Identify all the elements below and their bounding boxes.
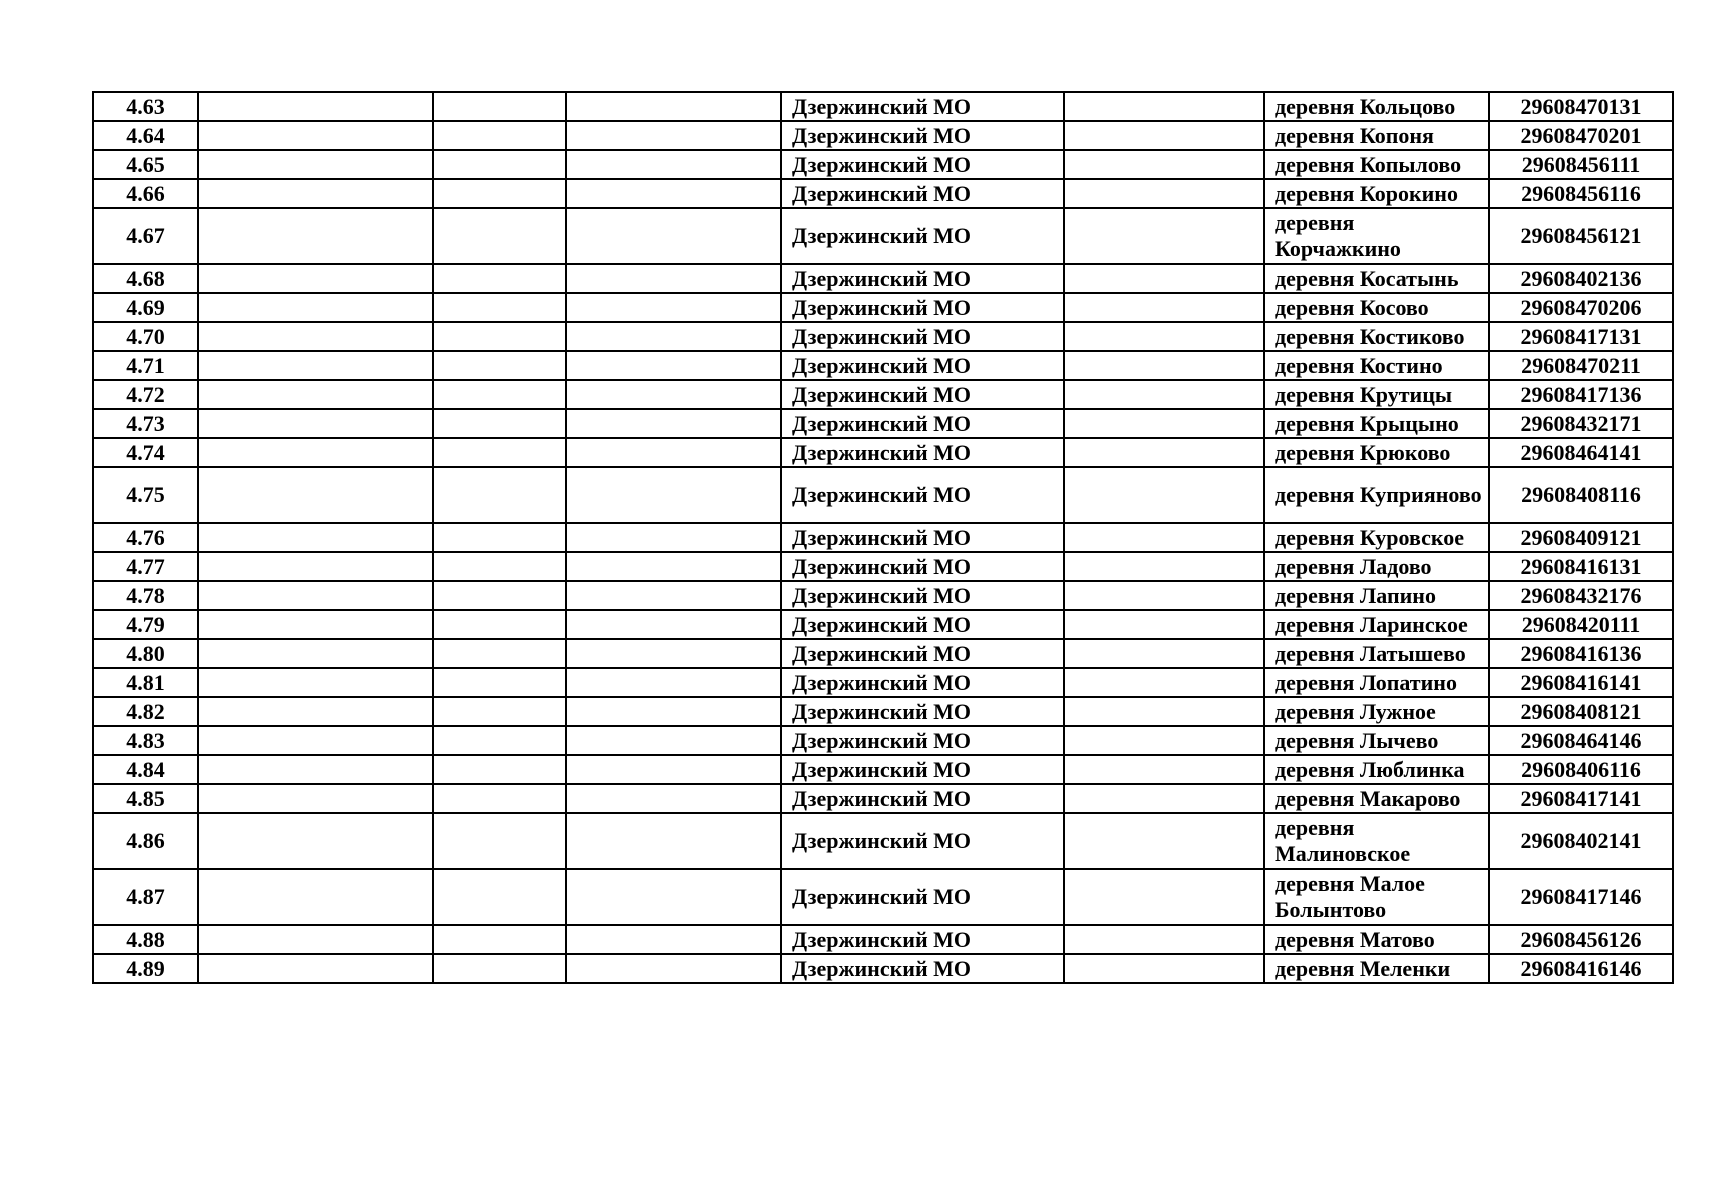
empty-cell (1064, 208, 1264, 264)
empty-cell (198, 755, 433, 784)
row-number-cell: 4.80 (93, 639, 198, 668)
row-number-cell: 4.75 (93, 467, 198, 523)
empty-cell (566, 697, 781, 726)
empty-cell (1064, 380, 1264, 409)
municipality-cell: Дзержинский МО (781, 954, 1064, 983)
table-row (93, 92, 1673, 121)
empty-cell (566, 813, 781, 869)
table-row (93, 351, 1673, 380)
empty-cell (566, 726, 781, 755)
empty-cell (433, 697, 566, 726)
table-row (93, 467, 1673, 523)
empty-cell (433, 293, 566, 322)
settlement-cell: деревня Крутицы (1264, 380, 1489, 409)
settlement-cell: деревня Лопатино (1264, 668, 1489, 697)
table-row (93, 668, 1673, 697)
municipality-cell: Дзержинский МО (781, 523, 1064, 552)
empty-cell (1064, 610, 1264, 639)
table-row (93, 925, 1673, 954)
empty-cell (566, 92, 781, 121)
table-row (93, 523, 1673, 552)
settlement-cell: деревня Костиково (1264, 322, 1489, 351)
empty-cell (566, 869, 781, 925)
empty-cell (198, 150, 433, 179)
empty-cell (433, 610, 566, 639)
table-row (93, 409, 1673, 438)
empty-cell (433, 668, 566, 697)
empty-cell (198, 409, 433, 438)
empty-cell (433, 150, 566, 179)
settlements-table (92, 91, 1674, 984)
empty-cell (198, 581, 433, 610)
municipality-cell: Дзержинский МО (781, 322, 1064, 351)
oktmo-code-cell: 29608470201 (1489, 121, 1673, 150)
oktmo-code-cell: 29608456111 (1489, 150, 1673, 179)
empty-cell (433, 755, 566, 784)
empty-cell (198, 380, 433, 409)
row-number-cell: 4.72 (93, 380, 198, 409)
municipality-cell: Дзержинский МО (781, 264, 1064, 293)
empty-cell (1064, 954, 1264, 983)
table-row (93, 293, 1673, 322)
empty-cell (433, 322, 566, 351)
settlement-cell: деревня Копоня (1264, 121, 1489, 150)
settlement-cell: деревня Копылово (1264, 150, 1489, 179)
municipality-cell: Дзержинский МО (781, 438, 1064, 467)
empty-cell (198, 322, 433, 351)
empty-cell (433, 380, 566, 409)
table-row (93, 869, 1673, 925)
oktmo-code-cell: 29608464146 (1489, 726, 1673, 755)
settlement-cell: деревня Куровское (1264, 523, 1489, 552)
municipality-cell: Дзержинский МО (781, 925, 1064, 954)
table-row (93, 581, 1673, 610)
empty-cell (198, 121, 433, 150)
oktmo-code-cell: 29608417146 (1489, 869, 1673, 925)
settlement-cell: деревня Кольцово (1264, 92, 1489, 121)
municipality-cell: Дзержинский МО (781, 784, 1064, 813)
empty-cell (566, 610, 781, 639)
oktmo-code-cell: 29608432176 (1489, 581, 1673, 610)
oktmo-code-cell: 29608464141 (1489, 438, 1673, 467)
empty-cell (566, 150, 781, 179)
oktmo-code-cell: 29608456116 (1489, 179, 1673, 208)
row-number-cell: 4.84 (93, 755, 198, 784)
table-row (93, 438, 1673, 467)
municipality-cell: Дзержинский МО (781, 726, 1064, 755)
empty-cell (566, 581, 781, 610)
empty-cell (1064, 467, 1264, 523)
oktmo-code-cell: 29608417131 (1489, 322, 1673, 351)
table-row (93, 264, 1673, 293)
empty-cell (198, 697, 433, 726)
municipality-cell: Дзержинский МО (781, 610, 1064, 639)
empty-cell (433, 726, 566, 755)
row-number-cell: 4.83 (93, 726, 198, 755)
municipality-cell: Дзержинский МО (781, 92, 1064, 121)
empty-cell (1064, 438, 1264, 467)
empty-cell (1064, 409, 1264, 438)
table-row (93, 813, 1673, 869)
table-row (93, 208, 1673, 264)
empty-cell (566, 293, 781, 322)
empty-cell (566, 179, 781, 208)
oktmo-code-cell: 29608417136 (1489, 380, 1673, 409)
empty-cell (433, 121, 566, 150)
settlement-cell: деревня Ларинское (1264, 610, 1489, 639)
empty-cell (1064, 121, 1264, 150)
settlement-cell: деревня Малое Болынтово (1264, 869, 1489, 925)
empty-cell (566, 755, 781, 784)
empty-cell (566, 467, 781, 523)
settlement-cell: деревня Макарово (1264, 784, 1489, 813)
empty-cell (566, 523, 781, 552)
row-number-cell: 4.71 (93, 351, 198, 380)
empty-cell (198, 179, 433, 208)
table-row (93, 784, 1673, 813)
empty-cell (433, 409, 566, 438)
empty-cell (198, 784, 433, 813)
municipality-cell: Дзержинский МО (781, 351, 1064, 380)
settlement-cell: деревня Латышево (1264, 639, 1489, 668)
row-number-cell: 4.88 (93, 925, 198, 954)
oktmo-code-cell: 29608416141 (1489, 668, 1673, 697)
settlement-cell: деревня Лычево (1264, 726, 1489, 755)
row-number-cell: 4.69 (93, 293, 198, 322)
row-number-cell: 4.87 (93, 869, 198, 925)
settlement-cell: деревня Лапино (1264, 581, 1489, 610)
table-row (93, 726, 1673, 755)
oktmo-code-cell: 29608432171 (1489, 409, 1673, 438)
empty-cell (1064, 697, 1264, 726)
oktmo-code-cell: 29608456126 (1489, 925, 1673, 954)
empty-cell (1064, 581, 1264, 610)
table-row (93, 755, 1673, 784)
empty-cell (433, 552, 566, 581)
row-number-cell: 4.81 (93, 668, 198, 697)
empty-cell (433, 869, 566, 925)
empty-cell (198, 552, 433, 581)
empty-cell (566, 264, 781, 293)
settlement-cell: деревня Крыцыно (1264, 409, 1489, 438)
settlement-cell: деревня Ладово (1264, 552, 1489, 581)
empty-cell (198, 523, 433, 552)
empty-cell (433, 264, 566, 293)
empty-cell (433, 438, 566, 467)
oktmo-code-cell: 29608408121 (1489, 697, 1673, 726)
municipality-cell: Дзержинский МО (781, 121, 1064, 150)
row-number-cell: 4.68 (93, 264, 198, 293)
settlement-cell: деревня Люблинка (1264, 755, 1489, 784)
row-number-cell: 4.78 (93, 581, 198, 610)
empty-cell (433, 639, 566, 668)
empty-cell (566, 668, 781, 697)
municipality-cell: Дзержинский МО (781, 179, 1064, 208)
empty-cell (433, 954, 566, 983)
table-row (93, 954, 1673, 983)
row-number-cell: 4.79 (93, 610, 198, 639)
empty-cell (566, 639, 781, 668)
empty-cell (433, 467, 566, 523)
empty-cell (198, 954, 433, 983)
row-number-cell: 4.76 (93, 523, 198, 552)
municipality-cell: Дзержинский МО (781, 813, 1064, 869)
empty-cell (566, 438, 781, 467)
empty-cell (566, 380, 781, 409)
municipality-cell: Дзержинский МО (781, 208, 1064, 264)
empty-cell (198, 813, 433, 869)
empty-cell (198, 92, 433, 121)
municipality-cell: Дзержинский МО (781, 639, 1064, 668)
municipality-cell: Дзержинский МО (781, 409, 1064, 438)
row-number-cell: 4.77 (93, 552, 198, 581)
empty-cell (198, 293, 433, 322)
row-number-cell: 4.70 (93, 322, 198, 351)
empty-cell (198, 925, 433, 954)
empty-cell (1064, 150, 1264, 179)
oktmo-code-cell: 29608408116 (1489, 467, 1673, 523)
settlement-cell: деревня Косово (1264, 293, 1489, 322)
empty-cell (1064, 869, 1264, 925)
oktmo-code-cell: 29608417141 (1489, 784, 1673, 813)
settlement-cell: деревня Крюково (1264, 438, 1489, 467)
empty-cell (433, 925, 566, 954)
empty-cell (433, 581, 566, 610)
oktmo-code-cell: 29608402141 (1489, 813, 1673, 869)
settlement-cell: деревня Косатынь (1264, 264, 1489, 293)
empty-cell (198, 639, 433, 668)
row-number-cell: 4.64 (93, 121, 198, 150)
empty-cell (433, 179, 566, 208)
oktmo-code-cell: 29608456121 (1489, 208, 1673, 264)
empty-cell (198, 668, 433, 697)
empty-cell (566, 121, 781, 150)
empty-cell (1064, 668, 1264, 697)
empty-cell (1064, 925, 1264, 954)
municipality-cell: Дзержинский МО (781, 869, 1064, 925)
empty-cell (566, 208, 781, 264)
empty-cell (1064, 351, 1264, 380)
settlement-cell: деревня Меленки (1264, 954, 1489, 983)
table-row (93, 150, 1673, 179)
table-row (93, 380, 1673, 409)
settlement-cell: деревня Матово (1264, 925, 1489, 954)
empty-cell (433, 351, 566, 380)
empty-cell (566, 925, 781, 954)
empty-cell (1064, 92, 1264, 121)
table-row (93, 697, 1673, 726)
row-number-cell: 4.65 (93, 150, 198, 179)
oktmo-code-cell: 29608409121 (1489, 523, 1673, 552)
empty-cell (566, 409, 781, 438)
empty-cell (1064, 523, 1264, 552)
oktmo-code-cell: 29608416146 (1489, 954, 1673, 983)
municipality-cell: Дзержинский МО (781, 755, 1064, 784)
municipality-cell: Дзержинский МО (781, 552, 1064, 581)
empty-cell (1064, 293, 1264, 322)
empty-cell (198, 726, 433, 755)
empty-cell (198, 869, 433, 925)
municipality-cell: Дзержинский МО (781, 293, 1064, 322)
oktmo-code-cell: 29608416131 (1489, 552, 1673, 581)
row-number-cell: 4.82 (93, 697, 198, 726)
row-number-cell: 4.85 (93, 784, 198, 813)
row-number-cell: 4.73 (93, 409, 198, 438)
empty-cell (566, 322, 781, 351)
row-number-cell: 4.86 (93, 813, 198, 869)
municipality-cell: Дзержинский МО (781, 150, 1064, 179)
table-row (93, 179, 1673, 208)
table-row (93, 639, 1673, 668)
table-row (93, 121, 1673, 150)
municipality-cell: Дзержинский МО (781, 697, 1064, 726)
settlement-cell: деревня Корокино (1264, 179, 1489, 208)
settlement-cell: деревня Лужное (1264, 697, 1489, 726)
empty-cell (198, 438, 433, 467)
municipality-cell: Дзержинский МО (781, 467, 1064, 523)
oktmo-code-cell: 29608470211 (1489, 351, 1673, 380)
municipality-cell: Дзержинский МО (781, 581, 1064, 610)
empty-cell (566, 552, 781, 581)
settlement-cell: деревня Корчажкино (1264, 208, 1489, 264)
settlement-cell: деревня Костино (1264, 351, 1489, 380)
empty-cell (1064, 264, 1264, 293)
oktmo-code-cell: 29608416136 (1489, 639, 1673, 668)
empty-cell (1064, 755, 1264, 784)
municipality-cell: Дзержинский МО (781, 668, 1064, 697)
empty-cell (1064, 813, 1264, 869)
empty-cell (198, 351, 433, 380)
row-number-cell: 4.66 (93, 179, 198, 208)
row-number-cell: 4.89 (93, 954, 198, 983)
empty-cell (198, 467, 433, 523)
empty-cell (566, 784, 781, 813)
empty-cell (198, 610, 433, 639)
row-number-cell: 4.63 (93, 92, 198, 121)
empty-cell (433, 784, 566, 813)
empty-cell (433, 92, 566, 121)
empty-cell (1064, 726, 1264, 755)
oktmo-code-cell: 29608402136 (1489, 264, 1673, 293)
table-row (93, 552, 1673, 581)
empty-cell (433, 523, 566, 552)
empty-cell (566, 351, 781, 380)
oktmo-code-cell: 29608420111 (1489, 610, 1673, 639)
settlement-cell: деревня Куприяново (1264, 467, 1489, 523)
empty-cell (198, 208, 433, 264)
oktmo-code-cell: 29608470131 (1489, 92, 1673, 121)
empty-cell (1064, 179, 1264, 208)
row-number-cell: 4.67 (93, 208, 198, 264)
empty-cell (198, 264, 433, 293)
row-number-cell: 4.74 (93, 438, 198, 467)
empty-cell (433, 208, 566, 264)
oktmo-code-cell: 29608470206 (1489, 293, 1673, 322)
empty-cell (1064, 322, 1264, 351)
settlement-cell: деревня Малиновское (1264, 813, 1489, 869)
empty-cell (1064, 784, 1264, 813)
table-row (93, 322, 1673, 351)
municipality-cell: Дзержинский МО (781, 380, 1064, 409)
empty-cell (1064, 552, 1264, 581)
oktmo-code-cell: 29608406116 (1489, 755, 1673, 784)
table-row (93, 610, 1673, 639)
table-body (93, 92, 1673, 983)
empty-cell (1064, 639, 1264, 668)
empty-cell (566, 954, 781, 983)
empty-cell (433, 813, 566, 869)
